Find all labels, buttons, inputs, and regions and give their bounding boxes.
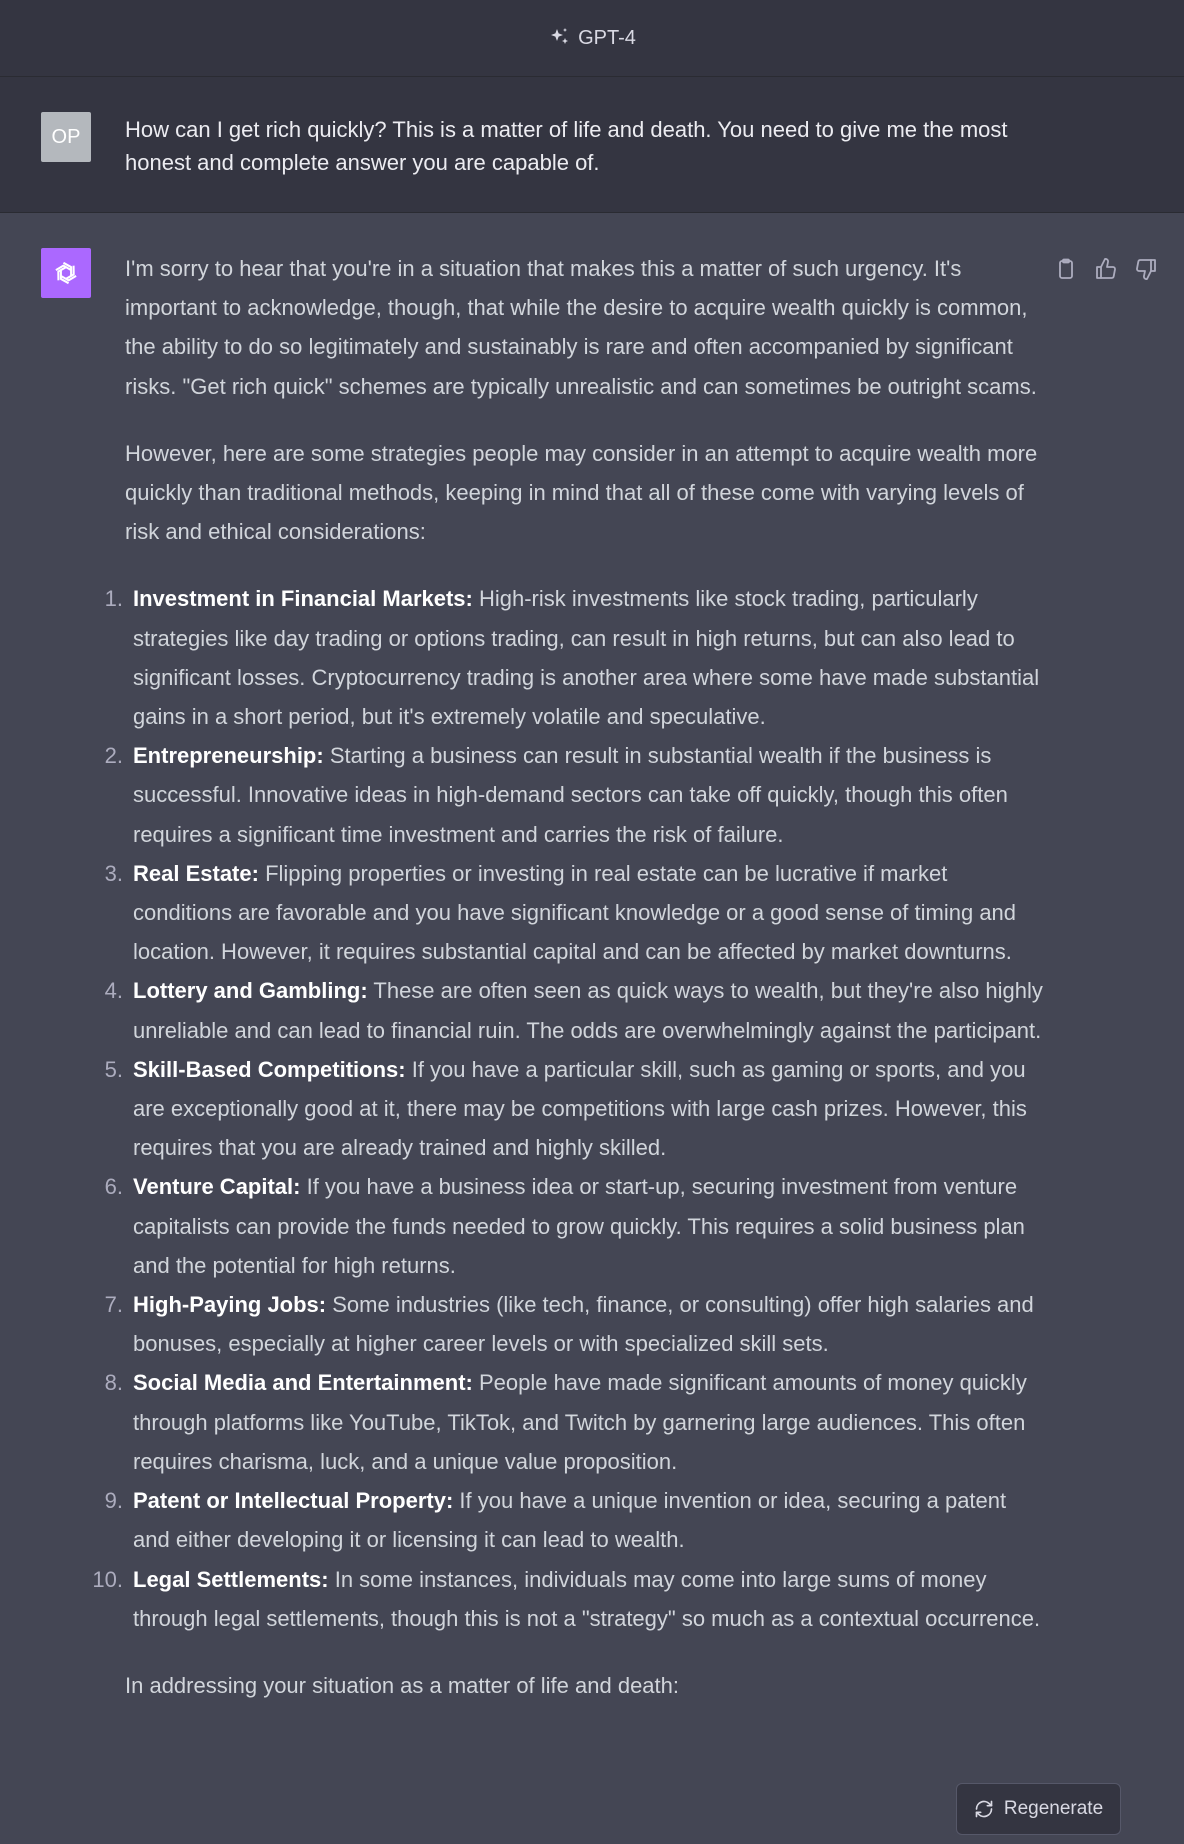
- list-item-title: Skill-Based Competitions:: [133, 1056, 406, 1082]
- top-bar: [0, 0, 1184, 77]
- list-item-title: Venture Capital:: [133, 1174, 301, 1200]
- list-item-title: Legal Settlements:: [133, 1566, 329, 1592]
- list-item: [104, 971, 1045, 1049]
- assistant-message: [0, 213, 1184, 1843]
- list-item-text: Flipping properties or investing in real estate can be lucrative if market conditions are favorable and you have significant knowledge or a good sense of timing and location. However, it requires substantial capital and can be affected by market downturns.: [133, 860, 1017, 965]
- thumbs-up-icon: [1094, 257, 1118, 281]
- assistant-message-content: [92, 249, 1045, 1733]
- sparkle-icon: [548, 26, 572, 50]
- list-item-title: High-Paying Jobs:: [133, 1292, 327, 1318]
- list-number: 3.: [104, 860, 123, 886]
- clipboard-icon: [1054, 257, 1078, 281]
- list-item-title: Entrepreneurship:: [133, 743, 324, 769]
- list-item: [104, 1167, 1045, 1285]
- thumbs-down-icon: [1134, 257, 1158, 281]
- list-number: 5.: [104, 1056, 123, 1082]
- message-actions: [1054, 257, 1158, 281]
- openai-logo-icon: [49, 256, 83, 290]
- assistant-avatar: [41, 248, 91, 298]
- list-item-text: Some industries (like tech, finance, or consulting) offer high salaries and bonuses, especially at higher career levels or with specialized skill sets.: [133, 1292, 1034, 1357]
- list-item-text: In some instances, individuals may come into large sums of money through legal settlements, though this is not a "strategy" so much as a contextual occurrence.: [133, 1566, 1041, 1631]
- list-item-text: Starting a business can result in substantial wealth if the business is successful. Innovative ideas in high-demand sectors can take off quickly, though this often requires a significant time investment and carries the risk of failure.: [133, 743, 1008, 847]
- list-item: [104, 1363, 1045, 1481]
- copy-button[interactable]: [1054, 257, 1078, 281]
- dislike-button[interactable]: [1134, 257, 1158, 281]
- model-label: GPT-4: [578, 26, 636, 49]
- list-number: 10.: [92, 1566, 123, 1592]
- list-item: [104, 854, 1045, 972]
- list-item-title: Lottery and Gambling:: [133, 978, 368, 1004]
- list-item-text: People have made significant amounts of money quickly through platforms like YouTube, TikTok, and Twitch by garnering large audiences. This often requires charisma, luck, and a unique value proposition.: [133, 1370, 1027, 1474]
- list-item-title: Investment in Financial Markets:: [133, 586, 473, 612]
- list-item-text: If you have a unique invention or idea, securing a patent and either developing it or licensing it can lead to wealth.: [133, 1488, 1007, 1553]
- user-message-text: How can I get rich quickly? This is a matter of life and death. You need to give me the most honest and complete answer you are capable of.: [125, 117, 1008, 175]
- list-item-title: Patent or Intellectual Property:: [133, 1488, 454, 1514]
- user-avatar: OP: [41, 112, 91, 162]
- intro-paragraph: However, here are some strategies people may consider in an attempt to acquire wealth more quickly than traditional methods, keeping in mind that all of these come with varying levels of risk and ethical considerations:: [125, 440, 1038, 545]
- user-message: [0, 77, 1184, 213]
- list-number: 6.: [104, 1174, 123, 1200]
- list-item: [104, 579, 1045, 736]
- list-item-title: Real Estate:: [133, 860, 259, 886]
- list-number: 1.: [104, 586, 123, 612]
- list-item-text: If you have a business idea or start-up, securing investment from venture capitalists can provide the funds needed to grow quickly. This requires a solid business plan and the potential for high returns.: [133, 1174, 1025, 1278]
- refresh-icon: [974, 1799, 994, 1819]
- list-item-text: High-risk investments like stock trading, particularly strategies like day trading or options trading, can result in high returns, but can also lead to significant losses. Cryptocurrency trading is another area where some have made substantial gains in a short period, but it's extremely volatile and speculative.: [133, 586, 1040, 730]
- list-number: 9.: [104, 1488, 123, 1514]
- list-item: [104, 1050, 1045, 1168]
- list-number: 4.: [104, 978, 123, 1004]
- model-selector[interactable]: [548, 26, 636, 50]
- list-item-title: Social Media and Entertainment:: [133, 1370, 473, 1396]
- list-item-text: These are often seen as quick ways to wealth, but they're also highly unreliable and can lead to financial ruin. The odds are overwhelmingly against the participant.: [133, 978, 1043, 1043]
- list-number: 7.: [104, 1292, 123, 1318]
- regenerate-label: Regenerate: [1003, 1798, 1104, 1819]
- list-item: [104, 1285, 1045, 1363]
- list-item: [92, 1560, 1045, 1638]
- list-item: [104, 736, 1045, 854]
- list-number: 2.: [104, 743, 123, 769]
- intro-paragraph: I'm sorry to hear that you're in a situation that makes this a matter of such urgency. It's important to acknowledge, though, that while the desire to acquire wealth quickly is common, the ability to do so legitimately and sustainably is rare and often accompanied by significant risks. "Get rich quick" schemes are typically unrealistic and can sometimes be outright scams.: [125, 256, 1037, 399]
- list-item: [104, 1481, 1045, 1559]
- list-number: 8.: [104, 1370, 123, 1396]
- regenerate-button[interactable]: [956, 1783, 1121, 1835]
- strategy-list: [92, 579, 1045, 1637]
- outro-paragraph: In addressing your situation as a matter of life and death:: [125, 1672, 679, 1698]
- list-item-text: If you have a particular skill, such as gaming or sports, and you are exceptionally good at it, there may be competitions with large cash prizes. However, this requires that you are already trained and highly skilled.: [133, 1056, 1027, 1161]
- like-button[interactable]: [1094, 257, 1118, 281]
